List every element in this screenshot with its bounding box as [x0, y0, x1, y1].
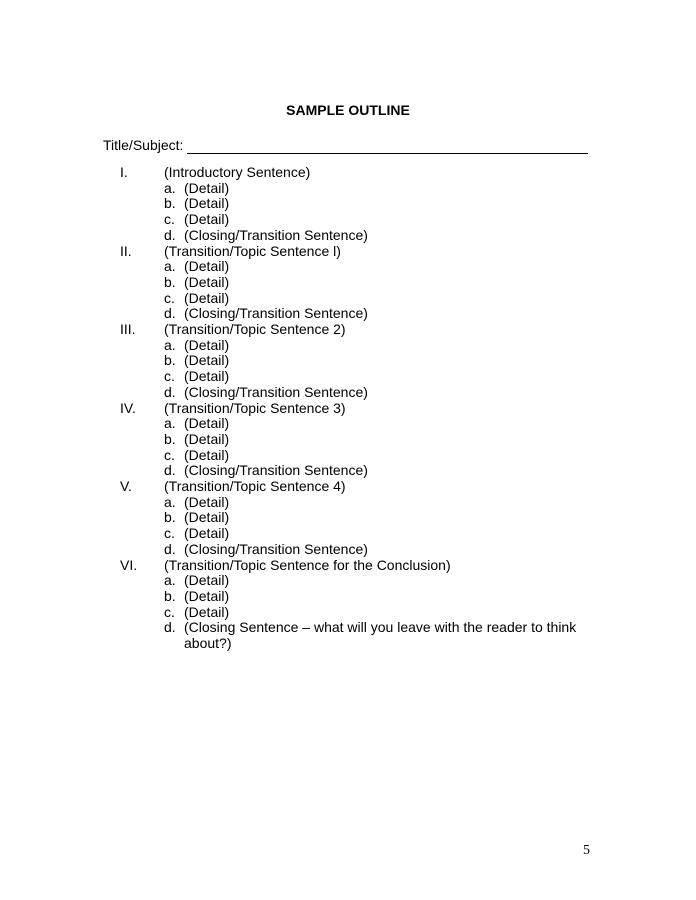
section-numeral: IV. — [120, 399, 136, 416]
item-text: (Detail) — [184, 446, 230, 463]
outline-item — [120, 259, 590, 275]
item-letter: d. — [164, 619, 176, 636]
outline-item — [120, 416, 590, 432]
item-text: (Closing/Transition Sentence) — [184, 226, 368, 243]
item-text: (Detail) — [184, 258, 230, 275]
outline-item — [120, 620, 590, 651]
outline-item — [120, 196, 590, 212]
outline-item — [120, 589, 590, 605]
outline-item — [120, 463, 590, 479]
item-letter: d. — [164, 305, 176, 322]
outline-section — [120, 244, 590, 323]
item-text: (Detail) — [184, 195, 230, 212]
section-numeral: II. — [120, 242, 132, 259]
item-text: (Detail) — [184, 289, 230, 306]
item-text: (Detail) — [184, 415, 230, 432]
outline-item — [120, 495, 590, 511]
item-letter: b. — [164, 352, 176, 369]
item-text: (Detail) — [184, 572, 230, 589]
section-numeral: III. — [120, 321, 136, 338]
outline-section — [120, 558, 590, 652]
item-text: (Closing Sentence – what will you leave with the reader to think about?) — [184, 619, 577, 652]
outline-item — [120, 338, 590, 354]
item-text: (Detail) — [184, 273, 230, 290]
outline-list — [120, 165, 590, 652]
item-text: (Detail) — [184, 368, 230, 385]
item-text: (Detail) — [184, 509, 230, 526]
outline-item — [120, 353, 590, 369]
item-letter: a. — [164, 493, 176, 510]
item-letter: d. — [164, 540, 176, 557]
item-letter: a. — [164, 336, 176, 353]
outline-item — [120, 181, 590, 197]
outline-item — [120, 212, 590, 228]
outline-section — [120, 165, 590, 244]
outline-item — [120, 510, 590, 526]
outline-item — [120, 432, 590, 448]
item-letter: c. — [164, 368, 175, 385]
outline-item — [120, 369, 590, 385]
outline-item — [120, 385, 590, 401]
item-text: (Detail) — [184, 493, 230, 510]
item-letter: d. — [164, 383, 176, 400]
item-letter: b. — [164, 509, 176, 526]
outline-section — [120, 479, 590, 558]
item-letter: a. — [164, 179, 176, 196]
outline-item — [120, 448, 590, 464]
item-letter: c. — [164, 525, 175, 542]
item-text: (Detail) — [184, 587, 230, 604]
item-text: (Closing/Transition Sentence) — [184, 540, 368, 557]
outline-item — [120, 228, 590, 244]
section-text: (Transition/Topic Sentence 4) — [164, 478, 346, 495]
item-text: (Detail) — [184, 336, 230, 353]
section-numeral: I. — [120, 164, 128, 180]
item-letter: b. — [164, 195, 176, 212]
item-text: (Detail) — [184, 352, 230, 369]
item-text: (Detail) — [184, 525, 230, 542]
subject-blank-line — [187, 139, 588, 154]
outline-item — [120, 291, 590, 307]
item-letter: b. — [164, 587, 176, 604]
outline-section — [120, 401, 590, 480]
item-text: (Detail) — [184, 211, 230, 228]
outline-item — [120, 526, 590, 542]
item-text: (Closing/Transition Sentence) — [184, 462, 368, 479]
outline-item — [120, 605, 590, 621]
item-text: (Closing/Transition Sentence) — [184, 305, 368, 322]
outline-item — [120, 573, 590, 589]
item-letter: b. — [164, 430, 176, 447]
outline-section — [120, 322, 590, 401]
item-letter: c. — [164, 289, 175, 306]
item-text: (Detail) — [184, 430, 230, 447]
item-text: (Detail) — [184, 179, 230, 196]
item-letter: c. — [164, 211, 175, 228]
outline-item — [120, 275, 590, 291]
item-letter: a. — [164, 572, 176, 589]
section-text: (Transition/Topic Sentence 3) — [164, 399, 346, 416]
section-text: (Transition/Topic Sentence for the Conclusion) — [164, 556, 451, 573]
outline-item — [120, 306, 590, 322]
item-text: (Closing/Transition Sentence) — [184, 383, 368, 400]
subject-row — [103, 134, 588, 154]
section-numeral: VI. — [120, 556, 138, 573]
item-letter: c. — [164, 603, 175, 620]
item-letter: d. — [164, 226, 176, 243]
section-numeral: V. — [120, 478, 132, 495]
item-letter: a. — [164, 258, 176, 275]
item-letter: b. — [164, 273, 176, 290]
item-letter: d. — [164, 462, 176, 479]
page-title: SAMPLE OUTLINE — [286, 102, 410, 118]
section-text: (Introductory Sentence) — [164, 164, 311, 180]
subject-label: Title/Subject: — [103, 137, 184, 153]
section-text: (Transition/Topic Sentence 2) — [164, 321, 346, 338]
item-letter: a. — [164, 415, 176, 432]
item-letter: c. — [164, 446, 175, 463]
section-text: (Transition/Topic Sentence l) — [164, 242, 341, 259]
outline-item — [120, 542, 590, 558]
item-text: (Detail) — [184, 603, 230, 620]
page-number: 5 — [583, 843, 590, 858]
